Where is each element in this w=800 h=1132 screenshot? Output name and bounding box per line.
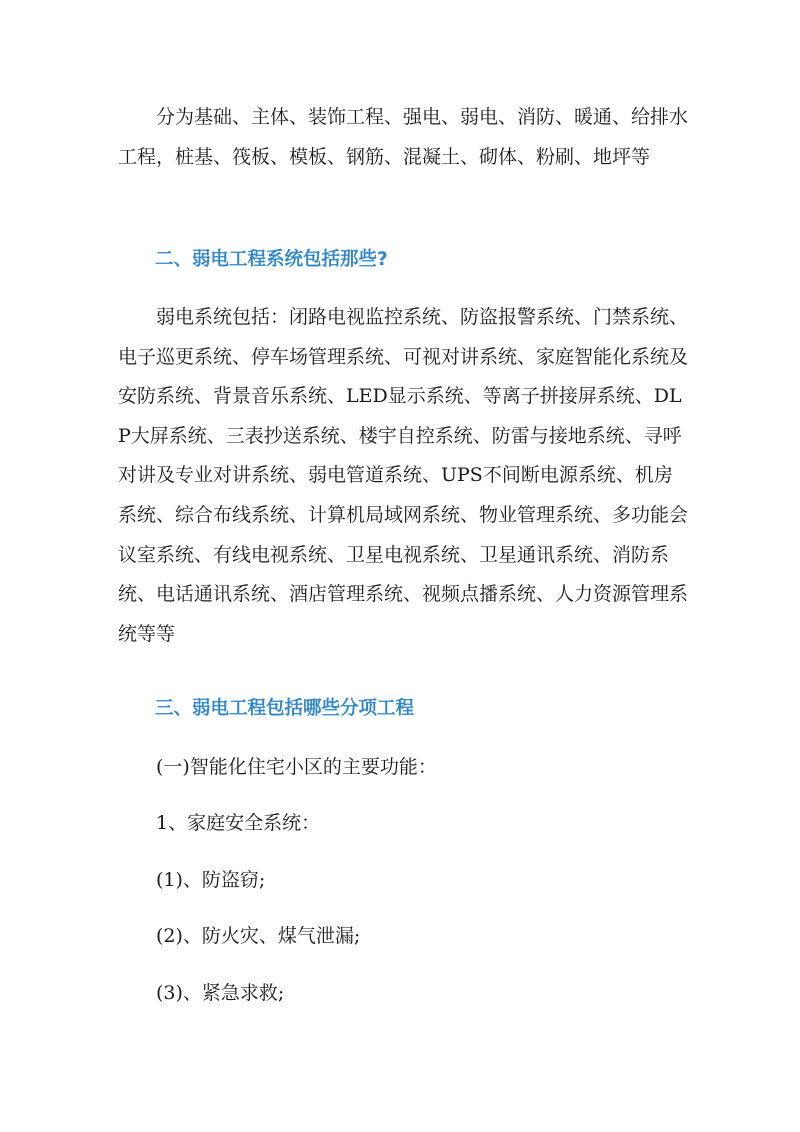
paragraph-construction-categories: 分为基础、主体、装饰工程、强电、弱电、消防、暖通、给排水工程，桩基、筏板、模板、钢筋、混凝土、砌体、粉刷、地坪等 — [118, 106, 689, 168]
paragraph-weak-current-system-list: 弱电系统包括：闭路电视监控系统、防盗报警系统、门禁系统、电子巡更系统、停车场管理系统、可视对讲系统、家庭智能化系统及安防系统、背景音乐系统、LED显示系统、等离子拼接屏系统、DLP大屏系统、三表抄送系统、楼宇自控系统、防雷与接地系统、寻呼对讲及专业对讲系统、弱电管道系统、UPS不间断电源系统、机房系统、综合布线系统、计算机局域网系统、物业管理系统、多功能会议室系统、有线电视系统、卫星电视系统、卫星通讯系统、消防系统、电话通讯系统、酒店管理系统、视频点播系统、人力资源管理系统等等 — [118, 306, 689, 645]
heading-weak-current-subprojects: 三、弱电工程包括哪些分项工程 — [118, 698, 415, 719]
line-emergency-call: (3)、紧急求救; — [118, 982, 285, 1004]
line-anti-theft: (1)、防盗窃; — [118, 869, 266, 891]
line-fire-gas-leak: (2)、防火灾、煤气泄漏; — [118, 925, 361, 947]
line-smart-residential-functions: (一)智能化住宅小区的主要功能： — [118, 756, 437, 778]
line-home-security-system: 1、家庭安全系统： — [118, 812, 321, 834]
heading-weak-current-systems: 二、弱电工程系统包括那些? — [118, 249, 388, 270]
